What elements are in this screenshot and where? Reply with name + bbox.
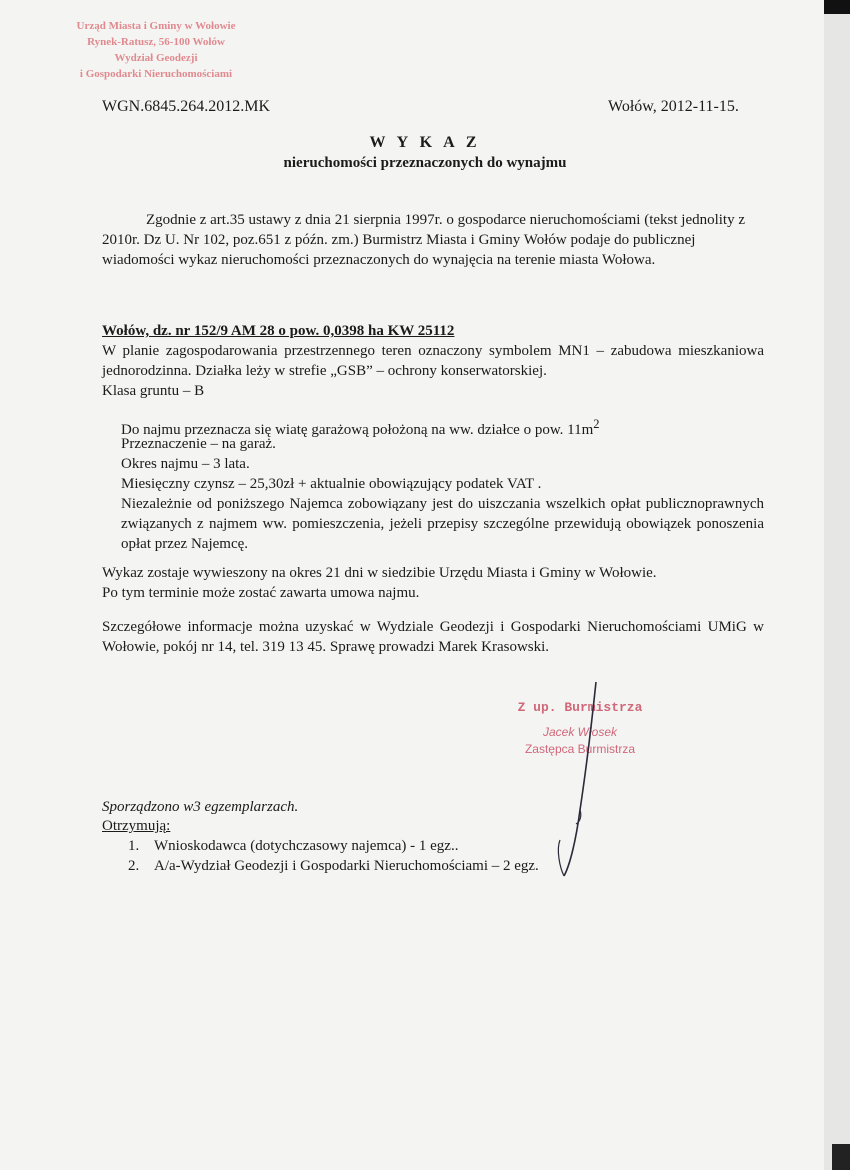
soil-class: Klasa gruntu – B bbox=[102, 383, 205, 399]
parcel-heading: Wołów, dz. nr 152/9 AM 28 o pow. 0,0398 ha KW 25112 bbox=[102, 323, 455, 339]
notice-paragraph bbox=[102, 563, 764, 603]
recipient-item bbox=[128, 836, 539, 856]
lease-purpose: Przeznaczenie – na garaż. bbox=[121, 436, 276, 452]
document-title: W Y K A Z bbox=[369, 134, 481, 151]
stamp-line: i Gospodarki Nieruchomościami bbox=[79, 68, 233, 80]
place-date: Wołów, 2012-11-15. bbox=[608, 98, 739, 115]
notice-line: Wykaz zostaje wywieszony na okres 21 dni w siedzibie Urzędu Miasta i Gminy w Wołowie. bbox=[102, 565, 657, 581]
recipient-number: 2. bbox=[128, 858, 140, 874]
signature-stamp-line: Z up. Burmistrza bbox=[517, 700, 643, 715]
document-subtitle: nieruchomości przeznaczonych do wynajmu bbox=[283, 155, 567, 171]
lease-subject-text: Do najmu przeznacza się wiatę garażową położoną na ww. działce o pow. 11m bbox=[121, 422, 594, 438]
parcel-description: W planie zagospodarowania przestrzennego teren oznaczony symbolem MN1 – zabudowa mieszkaniowa jednorodzinna. Działka leży w strefie „GSB” – ochrony konserwatorskiej. bbox=[102, 343, 764, 379]
scan-edge bbox=[824, 0, 850, 1170]
reference-number: WGN.6845.264.2012.MK bbox=[102, 98, 270, 115]
lease-term: Okres najmu – 3 lata. bbox=[121, 456, 250, 472]
signature-stamp-name: Jacek Włosek bbox=[542, 725, 618, 739]
lease-rent: Miesięczny czynsz – 25,30zł + aktualnie obowiązujący podatek VAT . bbox=[121, 476, 542, 492]
intro-paragraph: Zgodnie z art.35 ustawy z dnia 21 sierpnia 1997r. o gospodarce nieruchomościami (tekst jednolity z 2010r. Dz U. Nr 102, poz.651 z późn. zm.) Burmistrz Miasta i Gminy Wołów podaje do publicznej wiadomości wykaz nieruchomości przeznaczonych do wynajęcia na terenie miasta Wołowa. bbox=[102, 212, 746, 268]
area-unit-superscript: 2 bbox=[593, 417, 600, 431]
copies-note: Sporządzono w3 egzemplarzach. bbox=[102, 799, 299, 815]
stamp-line: Rynek-Ratusz, 56-100 Wołów bbox=[87, 36, 225, 48]
recipients-label: Otrzymują: bbox=[102, 818, 171, 834]
recipient-text: A/a-Wydział Geodezji i Gospodarki Nieruchomościami – 2 egz. bbox=[154, 858, 539, 874]
stamp-line: Wydział Geodezji bbox=[114, 52, 198, 64]
recipient-item bbox=[128, 856, 539, 876]
scan-corner bbox=[824, 0, 850, 14]
office-stamp bbox=[56, 18, 256, 82]
signature-stamp-role: Zastępca Burmistrza bbox=[524, 742, 636, 756]
recipient-number: 1. bbox=[128, 838, 140, 854]
lease-obligation: Niezależnie od poniższego Najemca zobowiązany jest do uiszczania wszelkich opłat publicznoprawnych związanych z najmem ww. pomieszczenia, jeżeli przepisy szczególne przewidują obowiązek ponoszenia opłat przez Najemcę. bbox=[121, 496, 764, 552]
info-paragraph: Szczegółowe informacje można uzyskać w Wydziale Geodezji i Gospodarki Nieruchomościami UMiG w Wołowie, pokój nr 14, tel. 319 13 45. Sprawę prowadzi Marek Krasowski. bbox=[102, 619, 764, 655]
recipients-list bbox=[128, 836, 539, 876]
notice-line: Po tym terminie może zostać zawarta umowa najmu. bbox=[102, 585, 420, 601]
scan-corner-bottom bbox=[832, 1144, 850, 1170]
stamp-line: Urząd Miasta i Gminy w Wołowie bbox=[76, 20, 236, 32]
recipient-text: Wnioskodawca (dotychczasowy najemca) - 1 egz.. bbox=[154, 838, 459, 854]
